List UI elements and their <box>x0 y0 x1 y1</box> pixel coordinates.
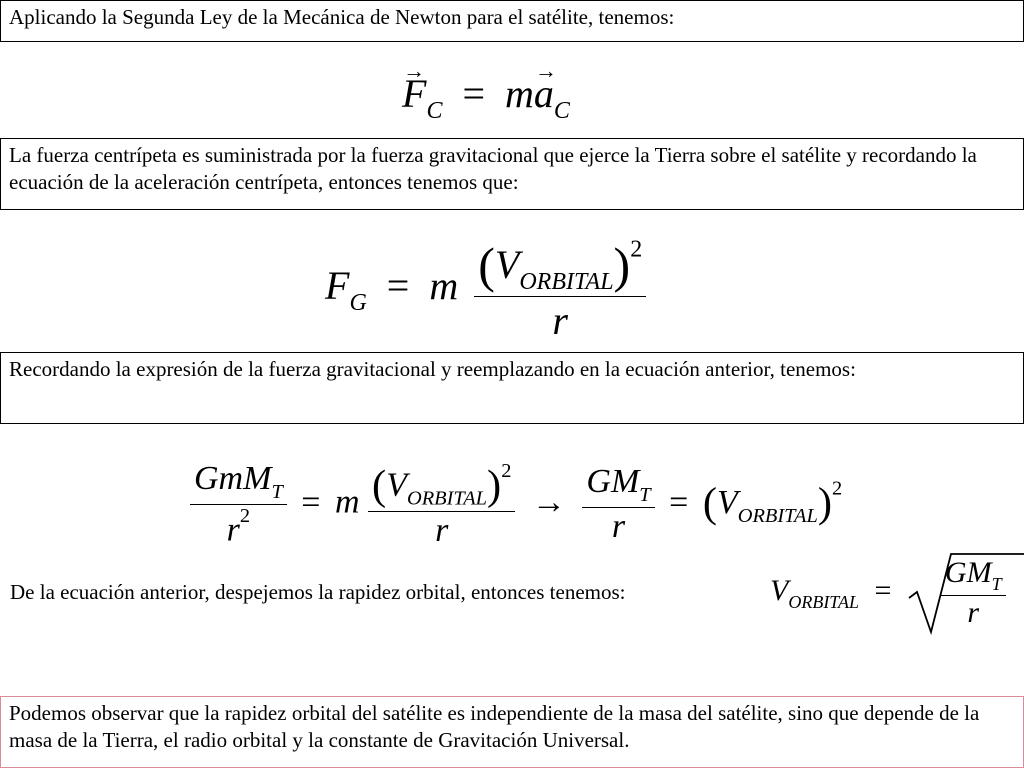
implies-arrow-icon: → <box>531 483 566 521</box>
equals-sign: = <box>669 483 689 521</box>
mass-symbol: m <box>505 71 534 116</box>
paragraph-text: Aplicando la Segunda Ley de la Mecánica de Newton para el satélite, tenemos: <box>9 5 675 29</box>
numerator: $(V_{ORBITAL})^2$ <box>478 236 643 295</box>
mass-symbol: m <box>334 483 360 521</box>
subscript-c: C <box>553 97 570 124</box>
equals-sign: = <box>462 71 486 116</box>
denominator-r: r <box>967 596 980 630</box>
paragraph-text: Recordando la expresión de la fuerza gravitacional y reemplazando en la ecuación anterior, tenemos: <box>9 357 856 381</box>
subscript-orbital: ORBITAL <box>788 592 859 613</box>
force-vector: → F <box>402 70 426 117</box>
equals-sign: = <box>386 263 410 309</box>
numerator: $GM_T$ <box>586 463 651 507</box>
paragraph-centripetal-gravity <box>0 138 1024 210</box>
paragraph-text: De la ecuación anterior, despejemos la rapidez orbital, entonces tenemos: <box>10 580 626 604</box>
denominator-r: r <box>611 508 626 546</box>
equals-sign: = <box>874 573 892 607</box>
force-symbol: F <box>325 263 350 309</box>
fraction-gm-over-r <box>582 463 654 546</box>
square-root <box>907 556 1006 630</box>
acceleration-vector: → a <box>534 70 554 117</box>
equation-substitution <box>190 460 842 550</box>
paragraph-text: Podemos observar que la rapidez orbital del satélite es independiente de la masa del satélite, sino que depende de la masa de la Tierra, el radio orbital y la constante de Gravitación Universal. <box>9 701 980 752</box>
fraction-v-squared-over-r <box>368 460 515 550</box>
paragraph-conclusion <box>0 696 1024 768</box>
mass-symbol: m <box>429 263 459 309</box>
radical-sign-icon <box>907 552 1024 638</box>
subscript-g: G <box>349 289 367 316</box>
denominator: $r^2$ <box>226 505 251 549</box>
equation-centripetal-force <box>402 70 570 125</box>
numerator: GmM$_T$ <box>194 460 283 504</box>
fraction-v-squared-over-r <box>474 236 646 344</box>
v-symbol: V <box>770 573 789 607</box>
numerator: $GM_T$ <box>944 556 1002 595</box>
fraction-gmm-over-r2 <box>190 460 287 550</box>
v-orbital-squared: $(V_{ORBITAL})^2$ <box>702 477 843 527</box>
equation-gravitational-force <box>325 236 646 344</box>
paragraph-gravitational-expression <box>0 352 1024 424</box>
subscript-c: C <box>426 97 443 124</box>
denominator-r: r <box>552 297 568 343</box>
paragraph-newton-second-law <box>0 0 1024 42</box>
numerator: $(V_{ORBITAL})^2$ <box>372 460 512 510</box>
paragraph-solve-orbital-speed <box>10 580 626 605</box>
paragraph-text: La fuerza centrípeta es suministrada por la fuerza gravitacional que ejerce la Tierra sobre el satélite y recordando la ecuación de la aceleración centrípeta, entonces tenemos que: <box>9 143 977 194</box>
equals-sign: = <box>301 483 321 521</box>
equation-orbital-speed <box>770 556 1006 630</box>
denominator-r: r <box>435 511 449 549</box>
